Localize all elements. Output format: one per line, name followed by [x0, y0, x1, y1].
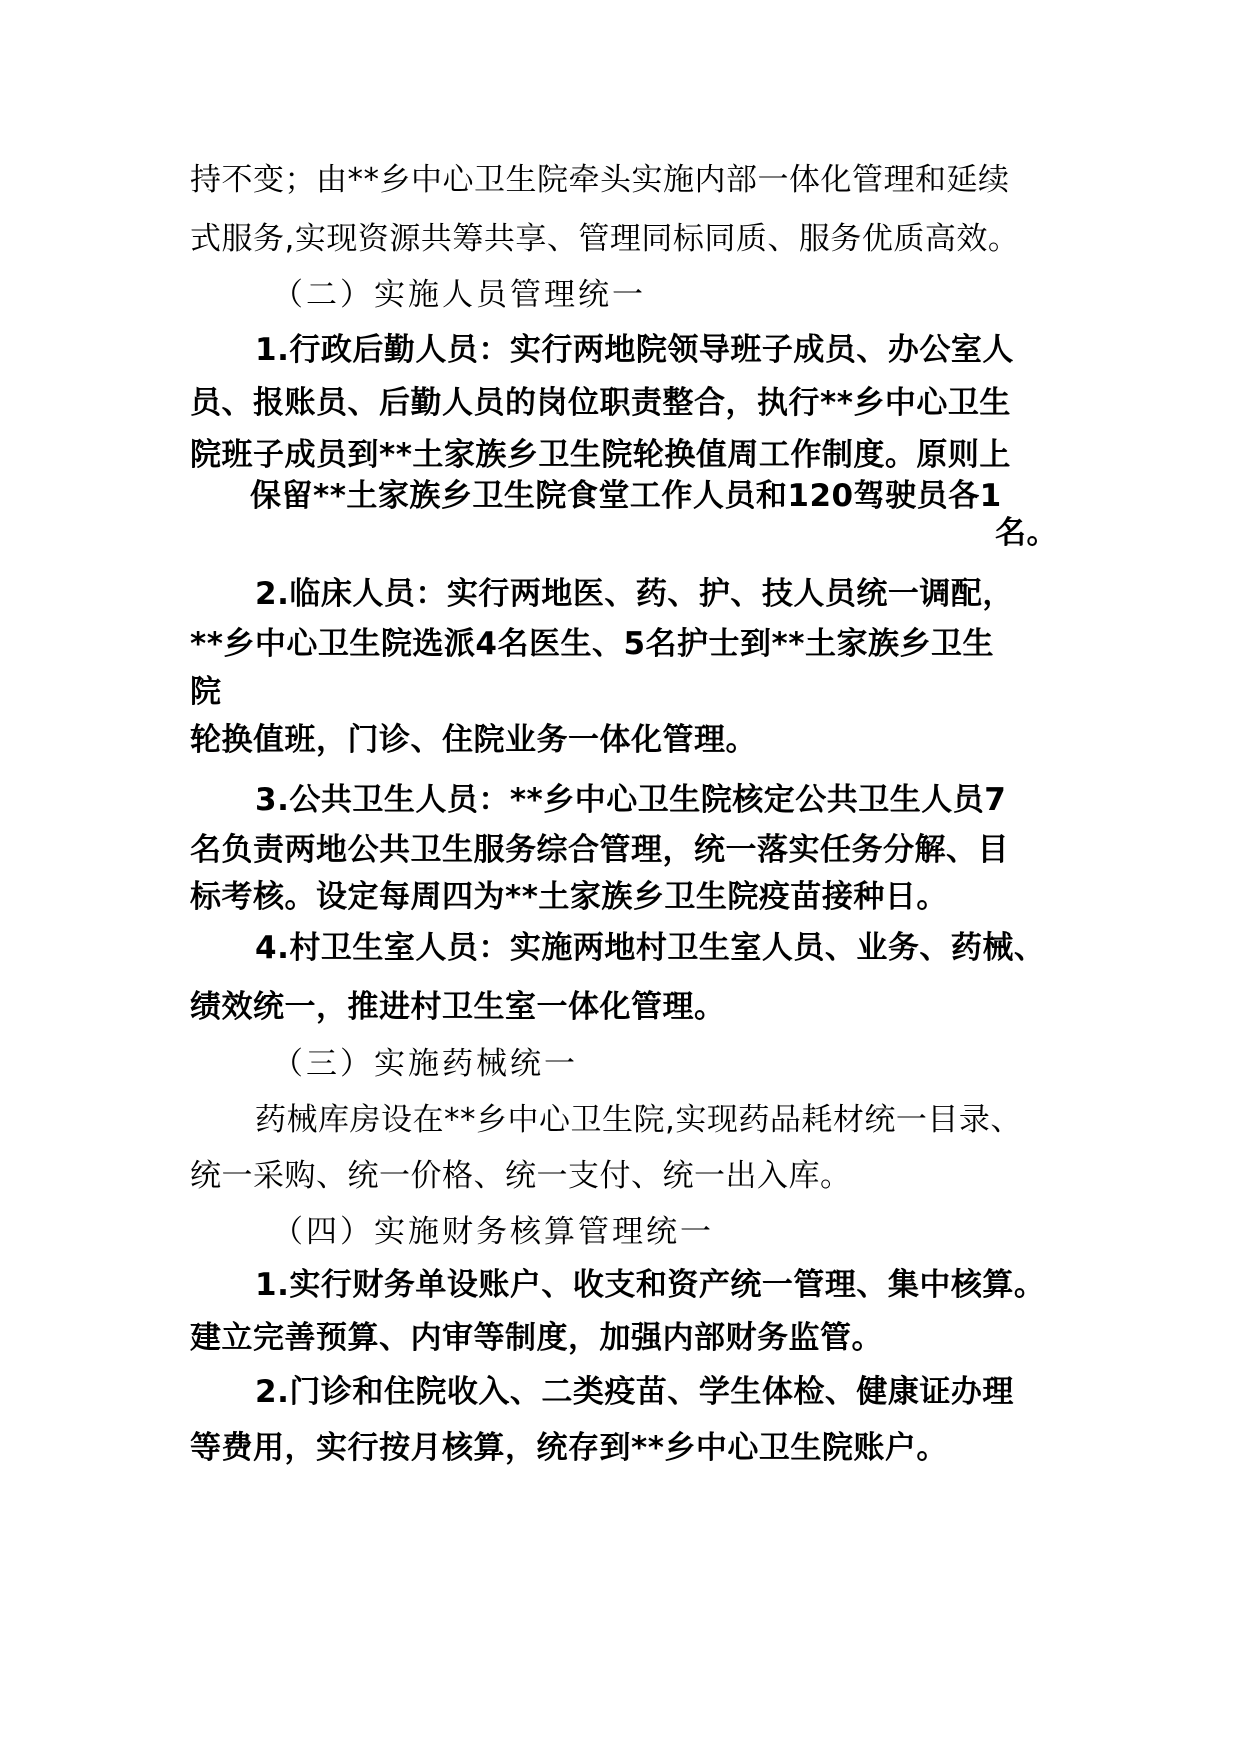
s4-item2-line-2: 等费用，实行按月核算，统存到**乡中心卫生院账户。 [190, 1430, 948, 1466]
s2-item4-line-2: 绩效统一，推进村卫生室一体化管理。 [190, 989, 726, 1025]
s2-item3-line-3: 标考核。设定每周四为**土家族乡卫生院疫苗接种日。 [190, 879, 948, 915]
s4-item1-line-2: 建立完善预算、内审等制度，加强内部财务监管。 [190, 1320, 883, 1356]
s2-item1-line-2: 员、报账员、后勤人员的岗位职责整合，执行**乡中心卫生 [190, 385, 1011, 421]
section-4-heading: （四）实施财务核算管理统一 [272, 1214, 714, 1250]
s2-item3-line-1: 3.公共卫生人员：**乡中心卫生院核定公共卫生人员7 [255, 782, 1007, 818]
s2-item2-line-3: 院 [190, 674, 222, 710]
s2-item1-line-1: 1.行政后勤人员：实行两地院领导班子成员、办公室人 [255, 332, 1014, 368]
s4-item1-line-1: 1.实行财务单设账户、收支和资产统一管理、集中核算。 [255, 1267, 1046, 1303]
s2-item2-line-1: 2.临床人员：实行两地医、药、护、技人员统一调配， [255, 576, 1014, 612]
s2-item1-line-3: 院班子成员到**土家族乡卫生院轮换值周工作制度。原则上 [190, 437, 1011, 473]
s4-item2-line-1: 2.门诊和住院收入、二类疫苗、学生体检、健康证办理 [255, 1374, 1014, 1410]
s3-line-1: 药械库房设在**乡中心卫生院,实现药品耗材统一目录、 [255, 1102, 1022, 1138]
intro-line-1: 持不变；由**乡中心卫生院牵头实施内部一体化管理和延续 [190, 162, 1010, 198]
s2-item1-line-4: 保留**土家族乡卫生院食堂工作人员和120驾驶员各1 [250, 478, 1002, 514]
s2-item2-line-4: 轮换值班，门诊、住院业务一体化管理。 [190, 722, 757, 758]
intro-line-2: 式服务,实现资源共筹共享、管理同标同质、服务优质高效。 [190, 221, 1020, 257]
s2-item2-line-2: **乡中心卫生院选派4名医生、5名护士到**土家族乡卫生 [190, 626, 994, 662]
section-2-heading: （二）实施人员管理统一 [272, 277, 646, 313]
section-3-heading: （三）实施药械统一 [272, 1046, 578, 1082]
s2-item1-line-5: 名。 [995, 515, 1058, 551]
s2-item3-line-2: 名负责两地公共卫生服务综合管理，统一落实任务分解、目 [190, 832, 1009, 868]
s2-item4-line-1: 4.村卫生室人员：实施两地村卫生室人员、业务、药械、 [255, 930, 1046, 966]
s3-line-2: 统一采购、统一价格、统一支付、统一出入库。 [190, 1158, 852, 1194]
